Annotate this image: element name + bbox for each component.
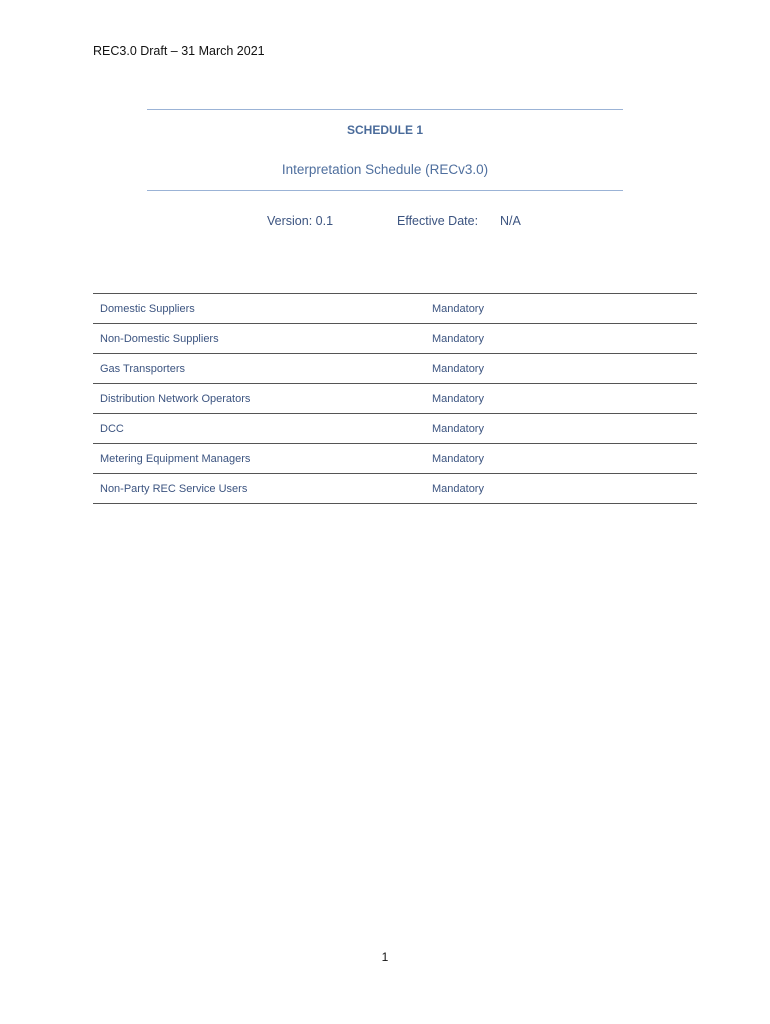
schedule-title: Interpretation Schedule (RECv3.0) — [281, 162, 489, 177]
party-status: Mandatory — [394, 414, 697, 444]
party-name: Distribution Network Operators — [93, 384, 394, 414]
table-row — [93, 294, 697, 324]
document-header: REC3.0 Draft – 31 March 2021 — [93, 44, 265, 58]
table-row — [93, 474, 697, 504]
parties-table — [93, 293, 697, 504]
party-name: Gas Transporters — [93, 354, 394, 384]
party-status: Mandatory — [394, 444, 697, 474]
version-label: Version: 0.1 — [267, 214, 334, 228]
schedule-number: SCHEDULE 1 — [346, 123, 423, 137]
party-status: Mandatory — [394, 384, 697, 414]
party-name: Domestic Suppliers — [93, 294, 394, 324]
party-status: Mandatory — [394, 324, 697, 354]
party-status: Mandatory — [394, 474, 697, 504]
party-name: Metering Equipment Managers — [93, 444, 394, 474]
table-row — [93, 354, 697, 384]
party-name: DCC — [93, 414, 394, 444]
party-status: Mandatory — [394, 354, 697, 384]
title-rule-bottom — [147, 190, 623, 191]
title-rule-top — [147, 109, 623, 110]
party-name: Non-Domestic Suppliers — [93, 324, 394, 354]
party-name: Non-Party REC Service Users — [93, 474, 394, 504]
effective-date-value: N/A — [500, 214, 521, 228]
table-row — [93, 324, 697, 354]
effective-date-label: Effective Date: — [397, 214, 479, 228]
table-row — [93, 444, 697, 474]
table-row — [93, 384, 697, 414]
page-number: 1 — [381, 950, 389, 964]
party-status: Mandatory — [394, 294, 697, 324]
table-row — [93, 414, 697, 444]
